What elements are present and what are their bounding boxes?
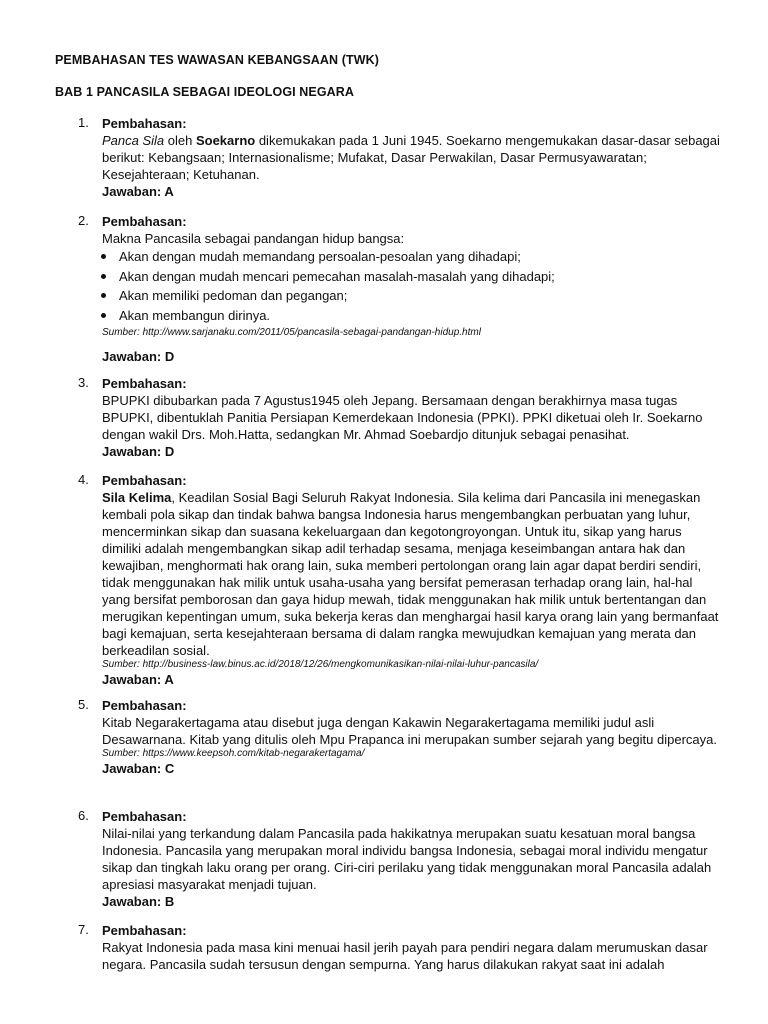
answer-label: Jawaban: B	[102, 894, 175, 909]
source-citation: Sumber: http://www.sarjanaku.com/2011/05/pancasila-sebagai-pandangan-hidup.html	[102, 327, 481, 338]
item-paragraph: BPUPKI dibubarkan pada 7 Agustus1945 oleh Jepang. Bersamaan dengan berakhirnya masa tugas BPUPKI, dibentuklah Panitia Persiapan Kemerdekaan Indonesia (PPKI). PPKI diketuai oleh Ir. Soekarno dengan wakil Drs. Moh.Hatta, sedangkan Mr. Ahmad Soebardjo ditunjuk sebagai penasihat.	[102, 393, 703, 442]
item-paragraph	[102, 489, 722, 659]
item-number: 1.	[78, 115, 89, 130]
item-number: 5.	[78, 697, 89, 712]
bullet-icon	[101, 254, 106, 259]
list-item	[102, 286, 722, 306]
source-citation: Sumber: http://business-law.binus.ac.id/2018/12/26/mengkomunikasikan-nilai-nilai-luhur-pancasila/	[102, 659, 539, 670]
item-paragraph: Nilai-nilai yang terkandung dalam Pancasila pada hakikatnya merupakan suatu kesatuan moral bangsa Indonesia. Pancasila yang merupakan moral individu bangsa Indonesia, sebagai moral individu mengatur sikap dan tingkah laku orang per orang. Ciri-ciri perilaku yang tidak menggunakan moral Pancasila adalah apresiasi masyarakat menjadi tujuan.	[102, 826, 712, 892]
answer-label: Jawaban: D	[102, 349, 175, 364]
list-item-text: Akan memiliki pedoman dan pegangan;	[119, 288, 348, 303]
chapter-title: BAB 1 PANCASILA SEBAGAI IDEOLOGI NEGARA	[55, 85, 355, 99]
item-number: 6.	[78, 808, 89, 823]
item-1	[102, 115, 722, 200]
item-5	[102, 697, 722, 777]
term-bold: Soekarno	[195, 133, 256, 148]
text-segment: oleh	[164, 133, 196, 148]
list-item	[102, 247, 722, 267]
term-bold: Sila Kelima	[102, 490, 172, 505]
item-number: 7.	[78, 922, 89, 937]
list-item	[102, 306, 722, 326]
item-paragraph: Rakyat Indonesia pada masa kini menuai hasil jerih payah para pendiri negara dalam merumuskan dasar negara. Pancasila sudah tersusun dengan sempurna. Yang harus dilakukan rakyat saat ini adalah	[102, 940, 708, 972]
item-heading: Pembahasan:	[102, 698, 187, 713]
item-3	[102, 375, 722, 460]
item-heading: Pembahasan:	[102, 923, 187, 938]
item-number: 2.	[78, 213, 89, 228]
source-citation: Sumber: https://www.keepsoh.com/kitab-negarakertagama/	[102, 748, 365, 759]
bullet-list	[102, 247, 722, 325]
item-intro: Makna Pancasila sebagai pandangan hidup bangsa:	[102, 231, 405, 246]
item-paragraph: Kitab Negarakertagama atau disebut juga dengan Kakawin Negarakertagama memiliki judul asli Desawarnana. Kitab yang ditulis oleh Mpu Prapanca ini merupakan sumber sejarah yang begitu dipercaya.	[102, 715, 717, 747]
item-heading: Pembahasan:	[102, 809, 187, 824]
item-4	[102, 472, 722, 688]
text-segment: dikemukakan pada 1 Juni 1945. Soekarno mengemukakan dasar-dasar sebagai berikut: Kebangsaan; Internasionalisme; Mufakat, Dasar Perwakilan, Dasar Permusyawaratan; Kesejahteraan; Ketuhanan.	[102, 133, 720, 182]
answer-label: Jawaban: A	[102, 184, 174, 199]
answer-label: Jawaban: D	[102, 444, 175, 459]
item-2	[102, 213, 722, 365]
list-item-text: Akan membangun dirinya.	[119, 307, 271, 323]
item-heading: Pembahasan:	[102, 116, 187, 131]
list-item	[102, 267, 722, 287]
item-heading: Pembahasan:	[102, 473, 187, 488]
item-number: 4.	[78, 472, 89, 487]
list-item-text: Akan dengan mudah memandang persoalan-pesoalan yang dihadapi;	[119, 249, 521, 264]
item-paragraph	[102, 132, 722, 183]
term-italic: Panca Sila	[102, 133, 165, 148]
answer-label: Jawaban: C	[102, 761, 175, 776]
item-heading: Pembahasan:	[102, 376, 187, 391]
bullet-icon	[101, 313, 106, 318]
item-6	[102, 808, 722, 910]
item-heading: Pembahasan:	[102, 214, 187, 229]
item-number: 3.	[78, 375, 89, 390]
bullet-icon	[101, 274, 106, 279]
answer-label: Jawaban: A	[102, 672, 174, 687]
document-title: PEMBAHASAN TES WAWASAN KEBANGSAAN (TWK)	[55, 53, 380, 67]
bullet-icon	[101, 293, 106, 298]
list-item-text: Akan dengan mudah mencari pemecahan masalah-masalah yang dihadapi;	[119, 268, 555, 284]
item-7	[102, 922, 722, 973]
text-segment: , Keadilan Sosial Bagi Seluruh Rakyat Indonesia. Sila kelima dari Pancasila ini menegaskan kembali pola sikap dan tindak bahwa bangsa Indonesia harus mengembangkan perbuatan yang luhur, mencerminkan sikap dan suasana kekeluargaan dan kegotongroyongan. Untuk itu, sikap yang harus dimiliki adalah mengembangkan sikap adil terhadap sesama, menjaga keseimbangan antara hak dan kewajiban, menghormati hak orang lain, suka memberi pertolongan orang lain agar dapat berdiri sendiri, tidak menggunakan hak milik untuk usaha-usaha yang bersifat pemerasan terhadap orang lain, hal-hal yang bersifat pemborosan dan gaya hidup mewah, tidak menggunakan hak milik untuk bertentangan dan merugikan kepentingan umum, suka bekerja keras dan menghargai hasil karya orang lain yang bermanfaat bagi kemajuan, serta kesejahteraan bersama di dalam rangka mewujudkan kemajuan yang merata dan berkeadilan sosial.	[102, 490, 719, 658]
